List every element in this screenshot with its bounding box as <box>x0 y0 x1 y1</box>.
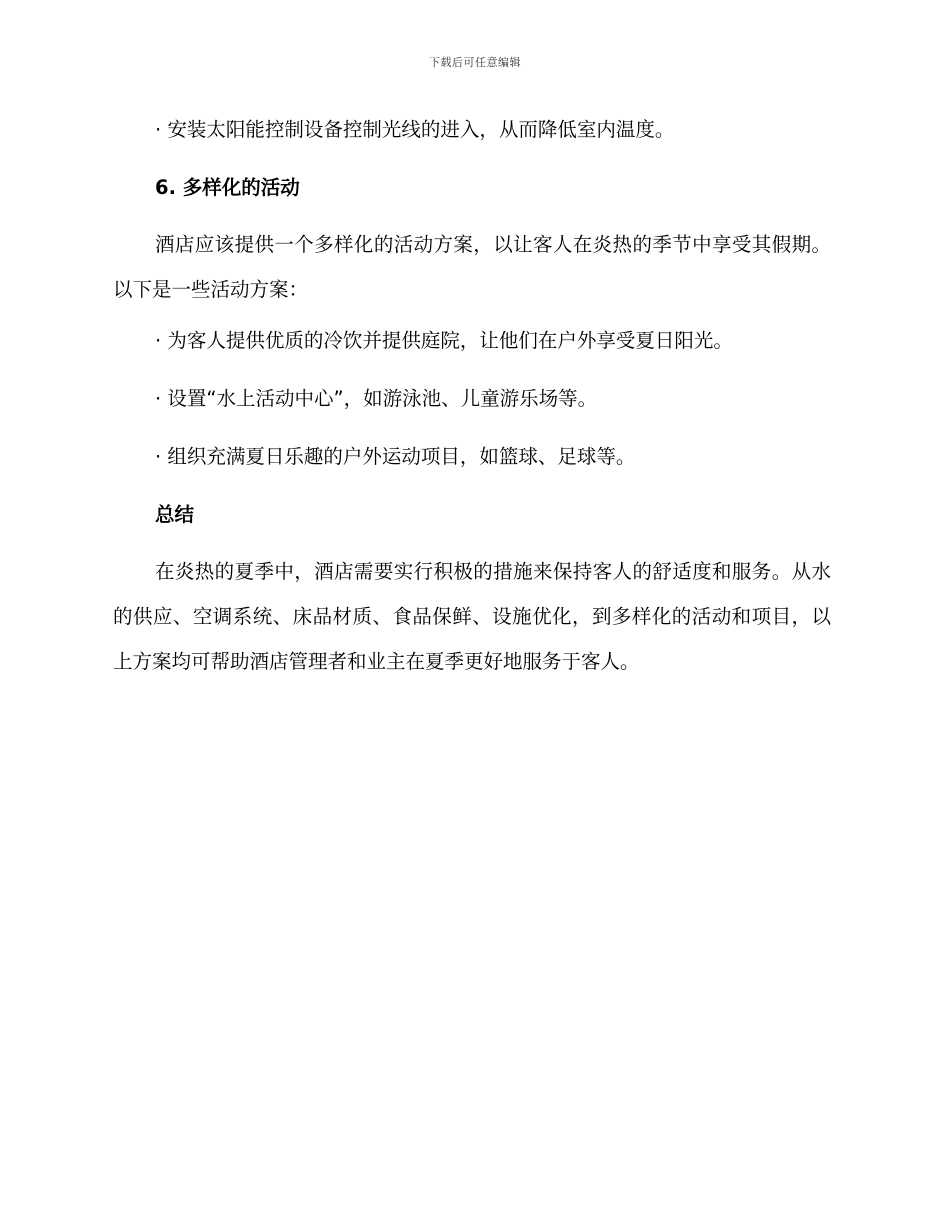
document-body <box>113 114 831 697</box>
bullet-solar-control: · 安装太阳能控制设备控制光线的进入，从而降低室内温度。 <box>155 118 675 141</box>
section-heading-summary: 总结 <box>155 503 195 526</box>
bullet-water-center: · 设置“水上活动中心”，如游泳池、儿童游乐场等。 <box>155 387 598 410</box>
activities-intro-paragraph: 酒店应该提供一个多样化的活动方案，以让客人在炎热的季节中享受其假期。以下是一些活动方案： <box>113 233 831 301</box>
header-note: 下载后可任意编辑 <box>429 56 521 69</box>
summary-paragraph: 在炎热的夏季中，酒店需要实行积极的措施来保持客人的舒适度和服务。从水的供应、空调系统、床品材质、食品保鲜、设施优化，到多样化的活动和项目，以上方案均可帮助酒店管理者和业主在夏季更好地服务于客人。 <box>113 560 831 673</box>
section-heading-activities: 6. 多样化的活动 <box>155 176 300 199</box>
bullet-cold-drinks: · 为客人提供优质的冷饮并提供庭院，让他们在户外享受夏日阳光。 <box>155 329 733 352</box>
bullet-outdoor-sports: · 组织充满夏日乐趣的户外运动项目，如篮球、足球等。 <box>155 445 636 468</box>
